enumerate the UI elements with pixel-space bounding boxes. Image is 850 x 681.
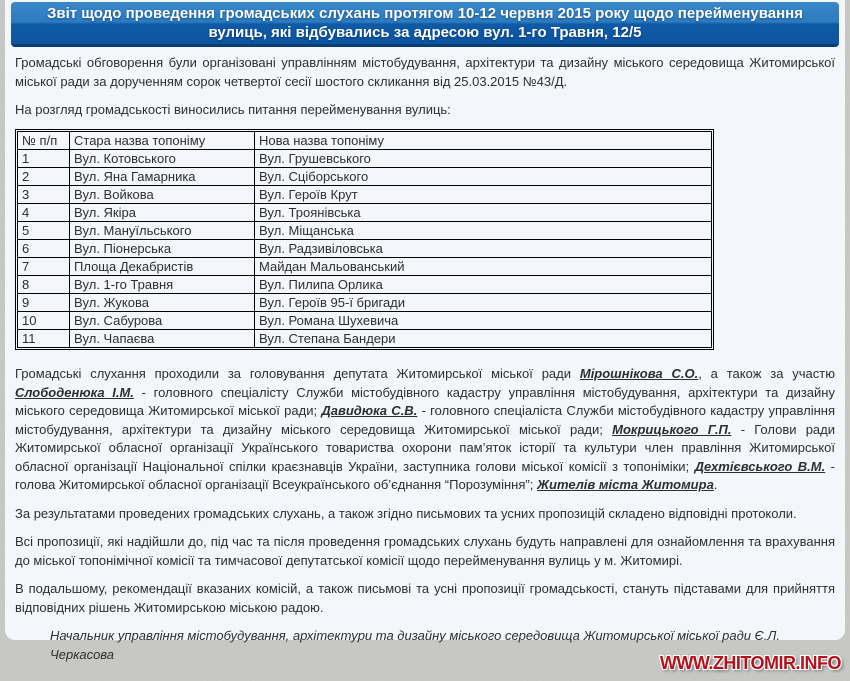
table-cell: 3 bbox=[18, 185, 70, 203]
protocols-paragraph: За результатами проведених громадських слухань, а також згідно письмових та усних пропозицій складено відповідні протоколи. bbox=[15, 505, 797, 521]
table-row bbox=[18, 257, 712, 275]
table-row bbox=[18, 203, 712, 221]
person-name: Давидюка С.В. bbox=[321, 403, 418, 418]
table-cell: Вул. Троянівська bbox=[255, 203, 712, 221]
text-segment: - Голови ради Житомирської обласної організації Українського товариства охорони пам’яток історії та культури член правління Житомирської обласної організації Національної спілки краєзнавців України, заступника голови міської комісії з топоніміки; bbox=[15, 421, 835, 474]
table-row bbox=[18, 149, 712, 167]
table-cell: 10 bbox=[18, 311, 70, 329]
table-cell: Вул. Котовського bbox=[70, 149, 255, 167]
table-row bbox=[18, 221, 712, 239]
document-body bbox=[15, 54, 835, 664]
table-cell: 8 bbox=[18, 275, 70, 293]
table-cell: Площа Декабристів bbox=[70, 257, 255, 275]
text-segment: . bbox=[713, 477, 718, 492]
text-segment: - головного спеціаліста Служби містобудівного кадастру управління містобудування, архітектури та дизайну міського середовища Житомирської міської ради; bbox=[15, 403, 835, 437]
table-cell: Вул. Жукова bbox=[70, 293, 255, 311]
table-cell: Вул. Героїв Крут bbox=[255, 185, 712, 203]
table-row bbox=[18, 239, 712, 257]
future-decisions-paragraph: В подальшому, рекомендації вказаних комісій, а також письмові та усні пропозиції громадськості, стануть підставами для прийняття відповідних рішень Житомирською міською радою. bbox=[15, 581, 835, 615]
table-cell: Вул. Грушевського bbox=[255, 149, 712, 167]
table-cell: 6 bbox=[18, 239, 70, 257]
table-cell: 5 bbox=[18, 221, 70, 239]
document-card bbox=[5, 0, 845, 662]
table-cell: Вул. Сціборського bbox=[255, 167, 712, 185]
streets-table-body bbox=[18, 149, 712, 347]
intro-paragraph: Громадські обговорення були організовані управлінням містобудування, архітектури та дизайну міського середовища Житомирської міської ради за дорученням сорок четвертої сесії шостого скликання від 25.03.2015 №43/Д. bbox=[15, 55, 835, 89]
person-name: Мірошнікова С.О. bbox=[579, 366, 699, 381]
site-watermark: WWW.ZHITOMIR.INFO bbox=[659, 653, 841, 673]
table-row bbox=[18, 185, 712, 203]
text-segment: - голова Житомирської обласної організації Всеукраїнського об’єднання “Порозуміння”; bbox=[15, 458, 835, 492]
streets-table bbox=[17, 131, 712, 348]
table-cell: Вул. Якіра bbox=[70, 203, 255, 221]
table-cell: Вул. Чапаєва bbox=[70, 329, 255, 347]
text-segment: Громадські слухання проходили за головування депутата Житомирської міської ради bbox=[15, 366, 580, 381]
column-header-number: № п/п bbox=[18, 131, 70, 149]
table-cell: Вул. Мануїльського bbox=[70, 221, 255, 239]
streets-table-wrap bbox=[15, 129, 714, 350]
table-row bbox=[18, 311, 712, 329]
person-name: Слободенюка І.М. bbox=[15, 384, 134, 400]
text-segment: , а також за участю bbox=[698, 366, 835, 381]
hearing-paragraph bbox=[15, 365, 835, 495]
person-name: Мокрицького Г.П. bbox=[612, 421, 732, 437]
table-cell: Вул. Радзивіловська bbox=[255, 239, 712, 257]
table-cell: Майдан Мальованський bbox=[255, 257, 712, 275]
table-cell: 2 bbox=[18, 167, 70, 185]
text-segment: - головного спеціалісту Служби містобудівного кадастру управління містобудування, архітектури та дизайну міського середовища Житомирської міської ради; bbox=[15, 384, 835, 418]
person-name: Жителів міста Житомира bbox=[536, 477, 714, 492]
table-row bbox=[18, 167, 712, 185]
table-cell: 11 bbox=[18, 329, 70, 347]
table-cell: Вул. Сабурова bbox=[70, 311, 255, 329]
table-row bbox=[18, 293, 712, 311]
table-cell: Вул. Яна Гамарника bbox=[70, 167, 255, 185]
table-cell: Вул. 1-го Травня bbox=[70, 275, 255, 293]
table-cell: Вул. Степана Бандери bbox=[255, 329, 712, 347]
agenda-line: На розгляд громадськості виносились питання перейменування вулиць: bbox=[15, 102, 451, 117]
table-cell: 4 bbox=[18, 203, 70, 221]
report-title: Звіт щодо проведення громадських слухань протягом 10-12 червня 2015 року щодо перейменування вулиць, які відбувались за адресою вул. 1-го Травня, 12/5 bbox=[47, 5, 803, 41]
column-header-old-name: Стара назва топоніму bbox=[70, 131, 255, 149]
table-cell: Вул. Героїв 95-ї бригади bbox=[255, 293, 712, 311]
table-cell: 7 bbox=[18, 257, 70, 275]
table-row bbox=[18, 329, 712, 347]
table-cell: Вул. Міщанська bbox=[255, 221, 712, 239]
report-title-banner bbox=[11, 2, 839, 47]
table-row bbox=[18, 275, 712, 293]
proposals-paragraph: Всі пропозиції, які надійшли до, під час та після проведення громадських слухань будуть направлені для ознайомлення та врахування до міської топонімічної комісії та тимчасової депутатської комісії щодо перейменування вулиць у м. Житомирі. bbox=[15, 534, 835, 568]
table-header-row bbox=[18, 131, 712, 149]
table-cell: Вул. Войкова bbox=[70, 185, 255, 203]
table-cell: 1 bbox=[18, 149, 70, 167]
table-cell: 9 bbox=[18, 293, 70, 311]
table-cell: Вул. Пилипа Орлика bbox=[255, 275, 712, 293]
column-header-new-name: Нова назва топоніму bbox=[255, 131, 712, 149]
table-cell: Вул. Піонерська bbox=[70, 239, 255, 257]
table-cell: Вул. Романа Шухевича bbox=[255, 311, 712, 329]
person-name: Дехтієвського В.М. bbox=[694, 458, 826, 474]
signature-line: Начальник управління містобудування, архітектури та дизайну міського середовища Житомирської міської ради Є.Л. Черкасова bbox=[50, 628, 780, 662]
